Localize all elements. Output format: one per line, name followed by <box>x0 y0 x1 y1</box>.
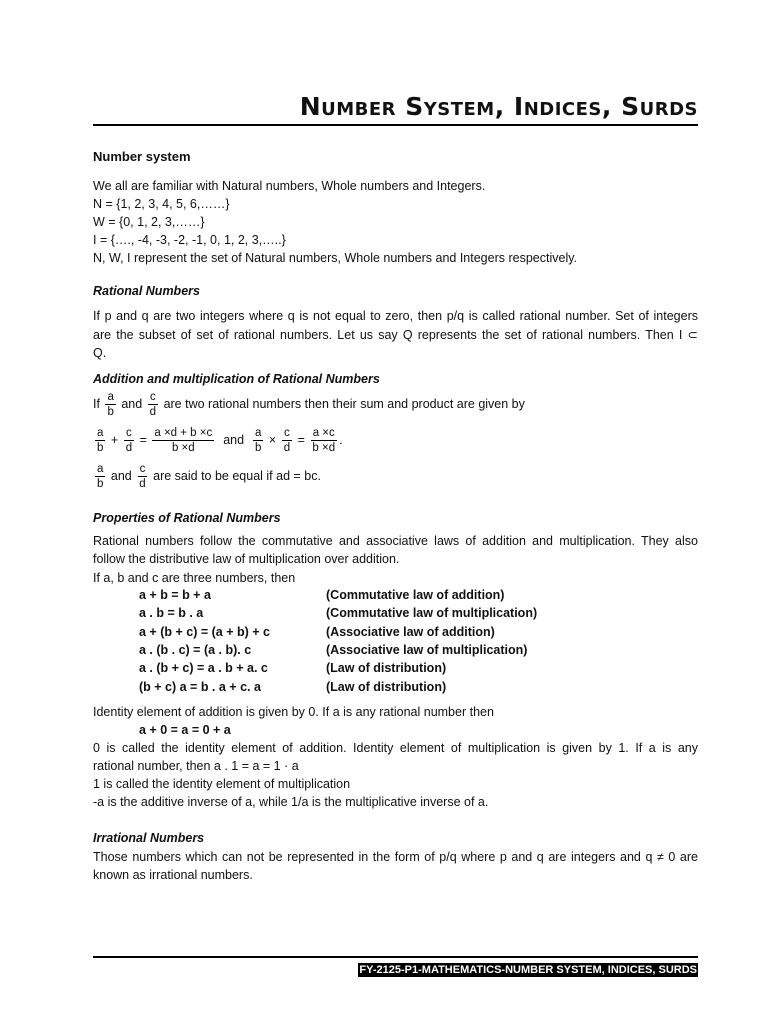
denominator: b <box>107 406 114 418</box>
law-name: (Associative law of multiplication) <box>326 643 528 657</box>
set-i: I = {…., -4, -3, -2, -1, 0, 1, 2, 3,…..} <box>93 233 286 247</box>
footer-rule <box>93 956 698 958</box>
heading-addition-multiplication: Addition and multiplication of Rational Numbers <box>93 372 380 386</box>
fraction-a-b <box>95 426 105 455</box>
denominator: b <box>97 478 104 490</box>
identity-expression: a + 0 = a = 0 + a <box>139 723 231 737</box>
fraction-intro-line <box>93 390 525 419</box>
equals-sign: = <box>297 432 305 447</box>
law-name: (Law of distribution) <box>326 680 447 694</box>
law-expression: a + b = b + a <box>139 588 211 602</box>
numerator: c <box>126 427 132 439</box>
text-line: We all are familiar with Natural numbers, Whole numbers and Integers. <box>93 179 486 193</box>
numerator: a <box>97 463 104 475</box>
text-if: If <box>93 396 100 411</box>
law-expression: a . (b + c) = a . b + a. c <box>139 661 268 675</box>
fraction-a-b <box>253 426 263 455</box>
title-rule <box>93 124 698 126</box>
text-and: and <box>223 432 245 447</box>
text-line: 0 is called the identity element of addition. Identity element of multiplication is given by 1. If a is any <box>93 741 698 755</box>
heading-rational-numbers: Rational Numbers <box>93 284 200 298</box>
fraction-a-b <box>95 462 105 491</box>
text-equal-condition: are said to be equal if ad = bc. <box>153 468 321 483</box>
denominator: d <box>125 442 133 454</box>
numerator: c <box>139 463 146 475</box>
text-line: If a, b and c are three numbers, then <box>93 571 296 585</box>
denominator: d <box>149 406 157 418</box>
text-line: rational number, then a . 1 = a = 1 · a <box>93 759 299 773</box>
fraction-c-d <box>148 390 158 419</box>
text-line: known as irrational numbers. <box>93 868 253 882</box>
plus-sign: + <box>110 432 119 447</box>
numerator: a <box>107 391 114 403</box>
fraction-a-b <box>105 390 115 419</box>
law-name: (Associative law of addition) <box>326 625 495 639</box>
equals-sign: = <box>139 432 147 447</box>
text-sum-product: are two rational numbers then their sum and product are given by <box>163 396 525 411</box>
denominator: b ×d <box>312 442 336 454</box>
denominator: b <box>97 442 104 454</box>
numerator: a <box>255 427 262 439</box>
formula-line <box>93 426 343 455</box>
law-expression: a . b = b . a <box>139 606 204 620</box>
numerator: c <box>284 427 290 439</box>
denominator: d <box>283 442 291 454</box>
set-n: N = {1, 2, 3, 4, 5, 6,……} <box>93 197 230 211</box>
text-and: and <box>121 396 143 411</box>
denominator: b <box>255 442 262 454</box>
denominator: b ×d <box>171 442 195 454</box>
law-name: (Commutative law of addition) <box>326 588 505 602</box>
law-name: (Law of distribution) <box>326 661 447 675</box>
text-line: If p and q are two integers where q is not equal to zero, then p/q is called rational number. Set of integers <box>93 309 698 323</box>
fraction-c-d <box>137 462 147 491</box>
numerator: c <box>150 391 156 403</box>
set-w: W = {0, 1, 2, 3,……} <box>93 215 205 229</box>
text-line: follow the distributive law of multiplication over addition. <box>93 552 400 566</box>
period: . <box>339 432 343 447</box>
heading-properties: Properties of Rational Numbers <box>93 511 281 525</box>
numerator: a ×c <box>312 427 335 439</box>
text-and: and <box>110 468 132 483</box>
product-fraction <box>310 426 337 455</box>
fraction-c-d <box>282 426 292 455</box>
sum-fraction <box>152 426 214 455</box>
text-line: are the subset of set of rational numbers. Let us say Q represents the set of rational numbers. Then I ⊂ <box>93 328 698 342</box>
fraction-c-d <box>124 426 134 455</box>
law-expression: a + (b + c) = (a + b) + c <box>139 625 270 639</box>
law-expression: a . (b . c) = (a . b). c <box>139 643 252 657</box>
denominator: d <box>139 478 146 490</box>
text-line: Those numbers which can not be represented in the form of p/q where p and q are integers and q ≠ 0 are <box>93 850 698 864</box>
equality-line <box>93 462 321 491</box>
heading-irrational-numbers: Irrational Numbers <box>93 831 205 845</box>
numerator: a <box>97 427 104 439</box>
text-line: N, W, I represent the set of Natural numbers, Whole numbers and Integers respectively. <box>93 251 578 265</box>
text-line: Q. <box>93 346 107 360</box>
page-title: Number System, Indices, Surds <box>299 92 698 121</box>
text-line: -a is the additive inverse of a, while 1/a is the multiplicative inverse of a. <box>93 795 489 809</box>
text-line: Rational numbers follow the commutative and associative laws of addition and multiplication. They also <box>93 534 698 548</box>
text-line: 1 is called the identity element of multiplication <box>93 777 351 791</box>
law-name: (Commutative law of multiplication) <box>326 606 538 620</box>
heading-number-system: Number system <box>93 149 191 164</box>
text-line: Identity element of addition is given by 0. If a is any rational number then <box>93 705 494 719</box>
numerator: a ×d + b ×c <box>154 427 213 439</box>
law-expression: (b + c) a = b . a + c. a <box>139 680 261 694</box>
footer-label: FY-2125-P1-MATHEMATICS-NUMBER SYSTEM, INDICES, SURDS <box>359 964 697 976</box>
times-sign: × <box>268 432 277 447</box>
